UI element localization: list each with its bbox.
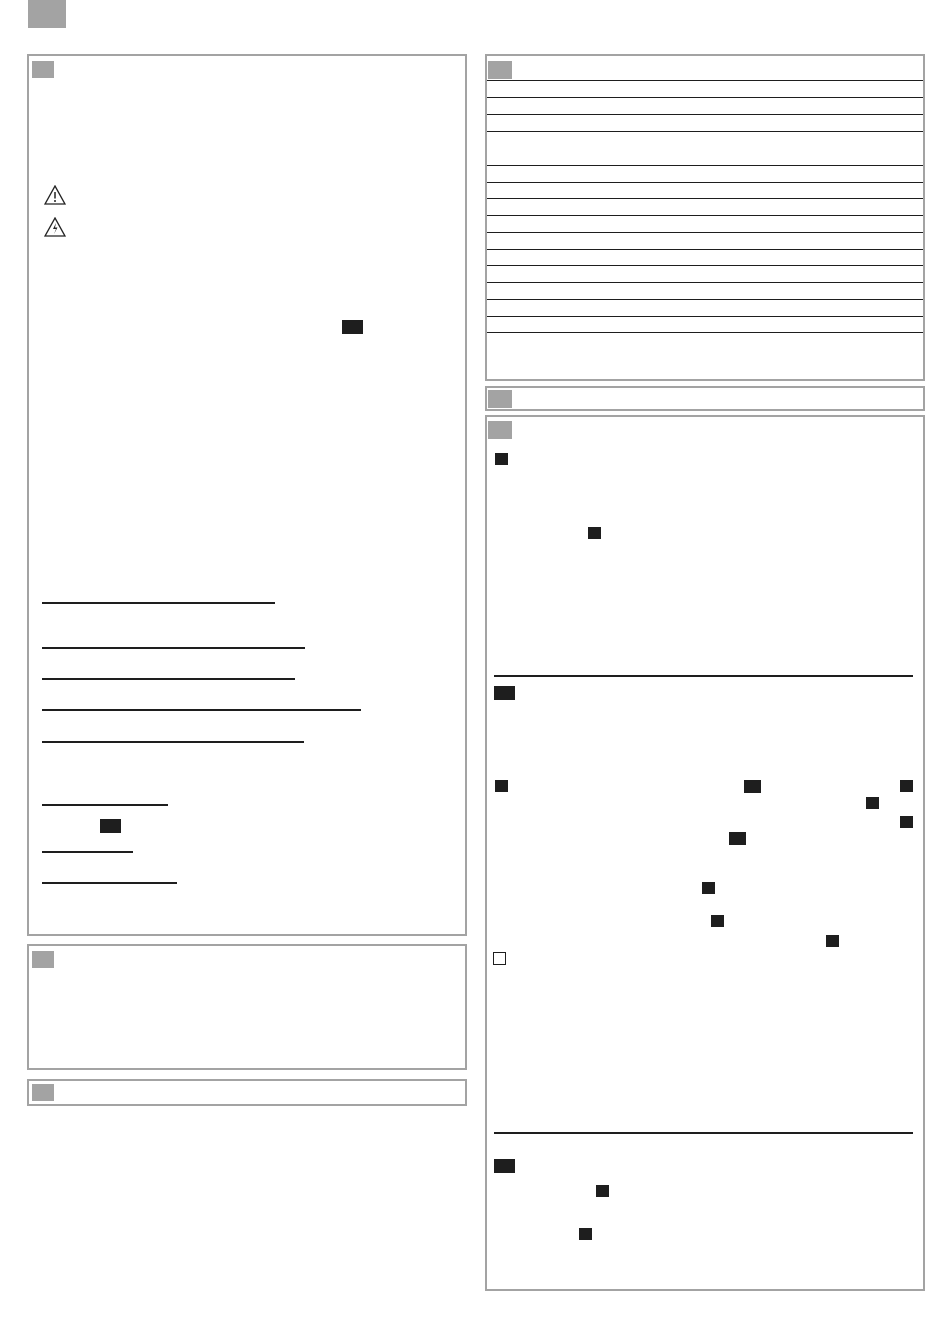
table-row-line	[487, 282, 923, 283]
reference-marker	[342, 320, 363, 334]
underline-5	[42, 741, 304, 743]
table-row-line	[487, 332, 923, 333]
step-marker	[596, 1185, 609, 1197]
warning-triangle-icon	[44, 185, 66, 205]
divider	[494, 1132, 913, 1134]
spec-table-panel	[485, 54, 925, 381]
underline-1	[42, 602, 275, 604]
main-section-panel	[27, 54, 467, 936]
step-marker	[900, 816, 913, 828]
step-marker	[900, 780, 913, 792]
section-tab	[488, 421, 512, 439]
underline-2	[42, 647, 305, 649]
step-marker	[826, 935, 839, 947]
electric-hazard-icon	[44, 217, 66, 237]
underline-3	[42, 678, 295, 680]
table-row-line	[487, 265, 923, 266]
section-panel-2	[27, 944, 467, 1070]
section-panel-3	[27, 1079, 467, 1106]
table-row-line	[487, 198, 923, 199]
step-marker	[702, 882, 715, 894]
instructions-panel	[485, 415, 925, 1291]
underline-6	[42, 804, 168, 806]
reference-marker	[100, 819, 121, 833]
section-tab	[32, 1084, 54, 1101]
step-marker-wide	[494, 1159, 515, 1173]
step-marker-wide	[729, 832, 746, 845]
step-marker	[495, 453, 508, 465]
table-row-line	[487, 114, 923, 115]
step-marker	[579, 1228, 592, 1240]
divider	[494, 675, 913, 677]
table-row-line	[487, 232, 923, 233]
underline-4	[42, 709, 361, 711]
table-row-line	[487, 165, 923, 166]
table-row-line	[487, 80, 923, 81]
section-tab	[32, 951, 54, 968]
table-row-line	[487, 215, 923, 216]
table-row-line	[487, 249, 923, 250]
table-row-line	[487, 316, 923, 317]
section-panel-5	[485, 386, 925, 411]
step-marker	[711, 915, 724, 927]
step-marker	[588, 527, 601, 539]
table-row-line	[487, 97, 923, 98]
table-row-line	[487, 131, 923, 132]
table-row-line	[487, 182, 923, 183]
step-marker	[495, 780, 508, 792]
section-tab	[488, 61, 512, 79]
checkbox[interactable]	[493, 952, 506, 965]
underline-8	[42, 882, 177, 884]
step-marker-wide	[494, 686, 515, 700]
step-marker-wide	[744, 780, 761, 793]
section-tab	[32, 61, 54, 78]
table-row-line	[487, 299, 923, 300]
section-tab	[488, 390, 512, 408]
underline-7	[42, 851, 133, 853]
step-marker	[866, 797, 879, 809]
page-corner-tab	[28, 0, 66, 28]
